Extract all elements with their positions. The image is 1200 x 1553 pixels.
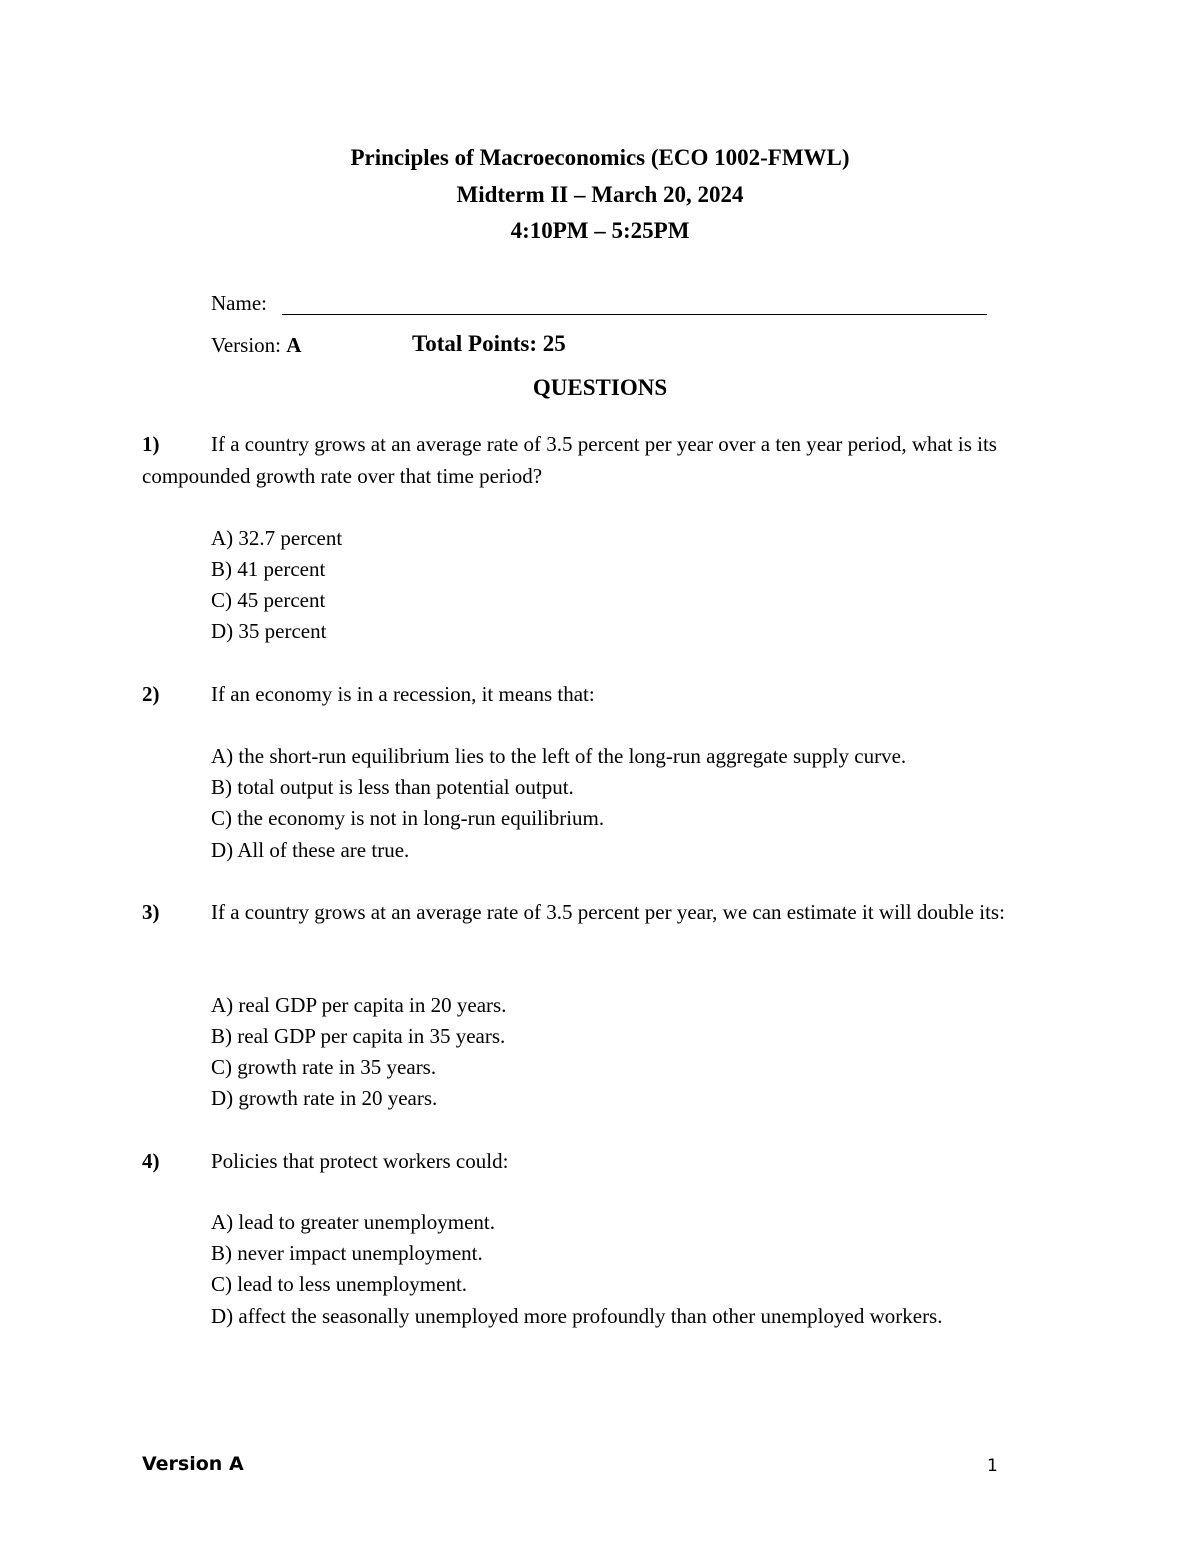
answer-option: D) affect the seasonally unemployed more profoundly than other unemployed workers. xyxy=(211,1304,943,1328)
footer-version: Version A xyxy=(142,1453,244,1475)
exam-title: Midterm II – March 20, 2024 xyxy=(456,182,744,207)
answer-option: B) 41 percent xyxy=(211,557,326,581)
answer-option: C) lead to less unemployment. xyxy=(211,1272,468,1296)
exam-time: 4:10PM – 5:25PM xyxy=(510,218,690,243)
answer-option: A) real GDP per capita in 20 years. xyxy=(211,993,507,1017)
answer-option: A) the short-run equilibrium lies to the left of the long-run aggregate supply curve. xyxy=(211,744,907,768)
answer-option: C) the economy is not in long-run equilibrium. xyxy=(211,806,605,830)
answer-option: A) 32.7 percent xyxy=(211,526,343,550)
total-points: Total Points: 25 xyxy=(412,331,566,356)
question-text: If a country grows at an average rate of 3.5 percent per year, we can estimate it will double its: xyxy=(211,900,1005,924)
question-number: 4) xyxy=(142,1149,160,1173)
name-field[interactable] xyxy=(282,314,987,315)
answer-option: D) All of these are true. xyxy=(211,838,410,862)
answer-option: A) lead to greater unemployment. xyxy=(211,1210,495,1234)
answer-option: C) growth rate in 35 years. xyxy=(211,1055,437,1079)
question-text: Policies that protect workers could: xyxy=(211,1149,509,1173)
answer-option: B) never impact unemployment. xyxy=(211,1241,483,1265)
name-label: Name: xyxy=(211,291,267,315)
course-title: Principles of Macroeconomics (ECO 1002-FMWL) xyxy=(350,145,850,170)
version-field xyxy=(211,333,301,358)
question-number: 3) xyxy=(142,900,160,924)
section-title: QUESTIONS xyxy=(532,375,668,400)
answer-option: D) 35 percent xyxy=(211,619,327,643)
answer-option: C) 45 percent xyxy=(211,588,326,612)
question-number: 2) xyxy=(142,682,160,706)
page-number: 1 xyxy=(987,1456,998,1476)
question-text: If a country grows at an average rate of 3.5 percent per year over a ten year period, what is its compounded growth rate over that time period? xyxy=(142,432,997,488)
question-text: If an economy is in a recession, it means that: xyxy=(211,682,595,706)
answer-option: B) real GDP per capita in 35 years. xyxy=(211,1024,506,1048)
version-value: A xyxy=(286,333,302,357)
question-number: 1) xyxy=(142,432,160,456)
answer-option: B) total output is less than potential output. xyxy=(211,775,574,799)
answer-option: D) growth rate in 20 years. xyxy=(211,1086,438,1110)
version-label: Version: xyxy=(211,333,281,357)
